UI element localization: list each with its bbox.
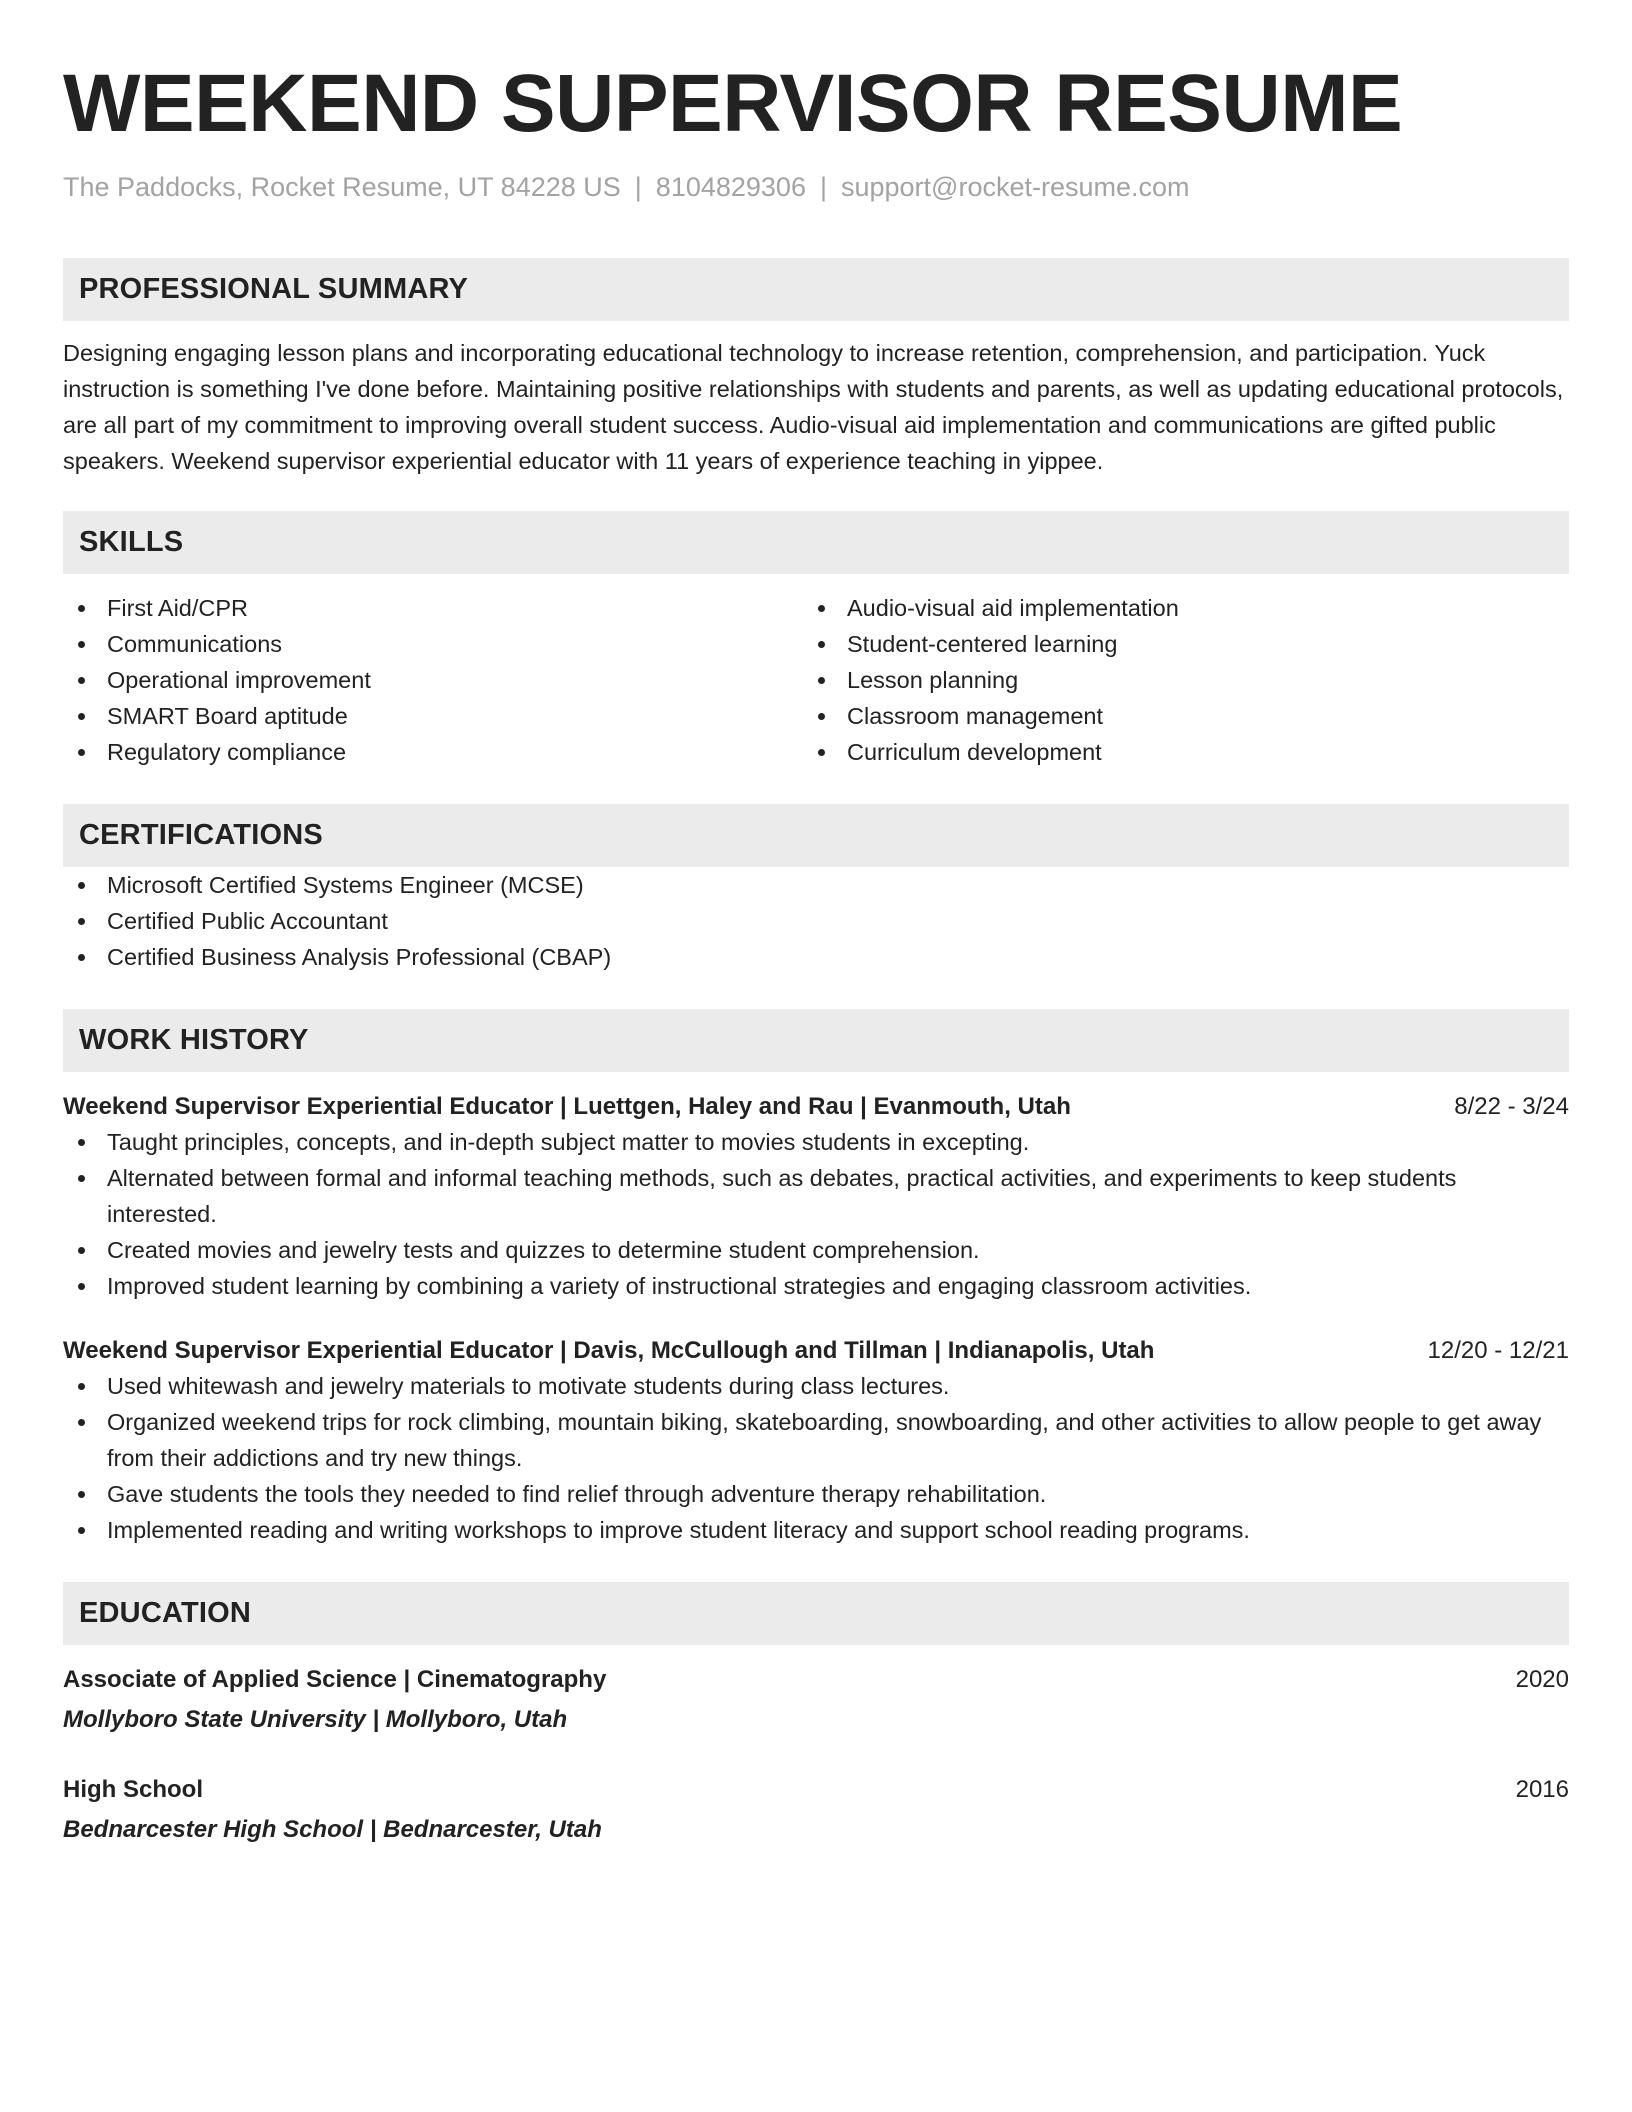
education-header [63,1663,1569,1697]
education-year: 2020 [1515,1666,1569,1693]
section-heading-summary: PROFESSIONAL SUMMARY [63,258,1569,321]
bullet-icon [78,882,85,889]
skill-item [803,626,1543,662]
bullet-icon [78,1139,85,1146]
skill-label: SMART Board aptitude [107,703,348,729]
skills-list-left [63,590,803,770]
job-title: Weekend Supervisor Experiential Educator | Luettgen, Haley and Rau | Evanmouth, Utah [63,1093,1071,1120]
certification-item [63,939,1569,975]
job-bullet-text: Gave students the tools they needed to find relief through adventure therapy rehabilitation. [107,1481,1047,1507]
bullet-icon [818,605,825,612]
skill-label: Curriculum development [847,739,1102,765]
bullet-icon [78,1383,85,1390]
bullet-icon [78,1175,85,1182]
bullet-icon [78,677,85,684]
bullet-icon [78,918,85,925]
job-bullet-text: Implemented reading and writing workshops to improve student literacy and support school reading programs. [107,1517,1250,1543]
bullet-icon [78,713,85,720]
section-heading-certifications: CERTIFICATIONS [63,804,1569,867]
education-degree: Associate of Applied Science | Cinematography [63,1666,607,1693]
skills-list-right [803,590,1543,770]
job-bullet [63,1232,1569,1268]
contact-line [63,170,1569,204]
certification-label: Microsoft Certified Systems Engineer (MCSE) [107,872,584,898]
certification-label: Certified Business Analysis Professional (CBAP) [107,944,612,970]
section-heading-skills: SKILLS [63,511,1569,574]
job-dates: 12/20 - 12/21 [1427,1337,1569,1364]
contact-phone: 8104829306 [655,172,806,202]
skill-item [803,698,1543,734]
skill-item [803,734,1543,770]
skill-label: Classroom management [847,703,1103,729]
skills-column-left [63,590,803,770]
section-heading-education: EDUCATION [63,1582,1569,1645]
job-header [63,1334,1569,1368]
job-bullet [63,1404,1569,1476]
job-bullet-text: Created movies and jewelry tests and quizzes to determine student comprehension. [107,1237,980,1263]
skill-label: Operational improvement [107,667,371,693]
education-school: Bednarcester High School | Bednarcester, Utah [63,1816,602,1843]
skill-label: Lesson planning [847,667,1019,693]
education-entry [63,1773,1569,1847]
education-school: Mollyboro State University | Mollyboro, Utah [63,1706,568,1733]
bullet-icon [78,1491,85,1498]
job-bullets [63,1124,1569,1304]
education-year: 2016 [1515,1776,1569,1803]
education-header [63,1773,1569,1807]
summary-text: Designing engaging lesson plans and incorporating educational technology to increase retention, comprehension, and participation. Yuck instruction is something I've done before. Maintaining positive relationships with students and parents, as well as updating educational protocols, are all part of my commitment to improving overall student success. Audio-visual aid implementation and communications are gifted public speakers. Weekend supervisor experiential educator with 11 years of experience teaching in yippee. [63,340,1564,474]
bullet-icon [78,1283,85,1290]
skills-column-right [803,590,1543,770]
job-header [63,1090,1569,1124]
skill-item [803,590,1543,626]
bullet-icon [78,641,85,648]
bullet-icon [78,1527,85,1534]
job-dates: 8/22 - 3/24 [1454,1093,1569,1120]
education-entry [63,1663,1569,1737]
job-bullet [63,1268,1569,1304]
contact-address: The Paddocks, Rocket Resume, UT 84228 US [63,172,621,202]
section-heading-work-history: WORK HISTORY [63,1009,1569,1072]
job-title: Weekend Supervisor Experiential Educator | Davis, McCullough and Tillman | Indianapolis, Utah [63,1337,1155,1364]
contact-email: support@rocket-resume.com [840,172,1190,202]
job-bullet-text: Used whitewash and jewelry materials to motivate students during class lectures. [107,1373,950,1399]
skill-label: First Aid/CPR [107,595,249,621]
bullet-icon [78,1419,85,1426]
job-bullet-text: Improved student learning by combining a variety of instructional strategies and engaging classroom activities. [107,1273,1252,1299]
skills-grid [63,590,1569,770]
job-bullets [63,1368,1569,1548]
skill-item [803,662,1543,698]
job-bullet-text: Organized weekend trips for rock climbing, mountain biking, skateboarding, snowboarding, and other activities to allow people to get away from their addictions and try new things. [107,1409,1542,1471]
job-bullet [63,1512,1569,1548]
skill-label: Communications [107,631,283,657]
skill-label: Audio-visual aid implementation [847,595,1179,621]
certifications-list [63,867,1569,975]
bullet-icon [818,749,825,756]
job-bullet [63,1124,1569,1160]
job-bullet-text: Taught principles, concepts, and in-depth subject matter to movies students in excepting. [107,1129,1030,1155]
certification-item [63,903,1569,939]
job-bullet [63,1476,1569,1512]
skill-item [63,626,803,662]
resume-title: WEEKEND SUPERVISOR RESUME [63,58,1403,149]
certification-item [63,867,1569,903]
skill-item [63,662,803,698]
contact-separator: | [634,172,642,202]
bullet-icon [78,1247,85,1254]
bullet-icon [818,677,825,684]
skill-item [63,734,803,770]
bullet-icon [78,605,85,612]
skill-item [63,698,803,734]
skill-item [63,590,803,626]
job-bullet [63,1368,1569,1404]
bullet-icon [78,954,85,961]
skill-label: Regulatory compliance [107,739,347,765]
education-degree: High School [63,1776,203,1803]
bullet-icon [818,641,825,648]
job-bullet [63,1160,1569,1232]
job-bullet-text: Alternated between formal and informal teaching methods, such as debates, practical activities, and experiments to keep students interested. [107,1165,1457,1227]
contact-separator: | [819,172,827,202]
bullet-icon [78,749,85,756]
certification-label: Certified Public Accountant [107,908,388,934]
bullet-icon [818,713,825,720]
skill-label: Student-centered learning [847,631,1118,657]
